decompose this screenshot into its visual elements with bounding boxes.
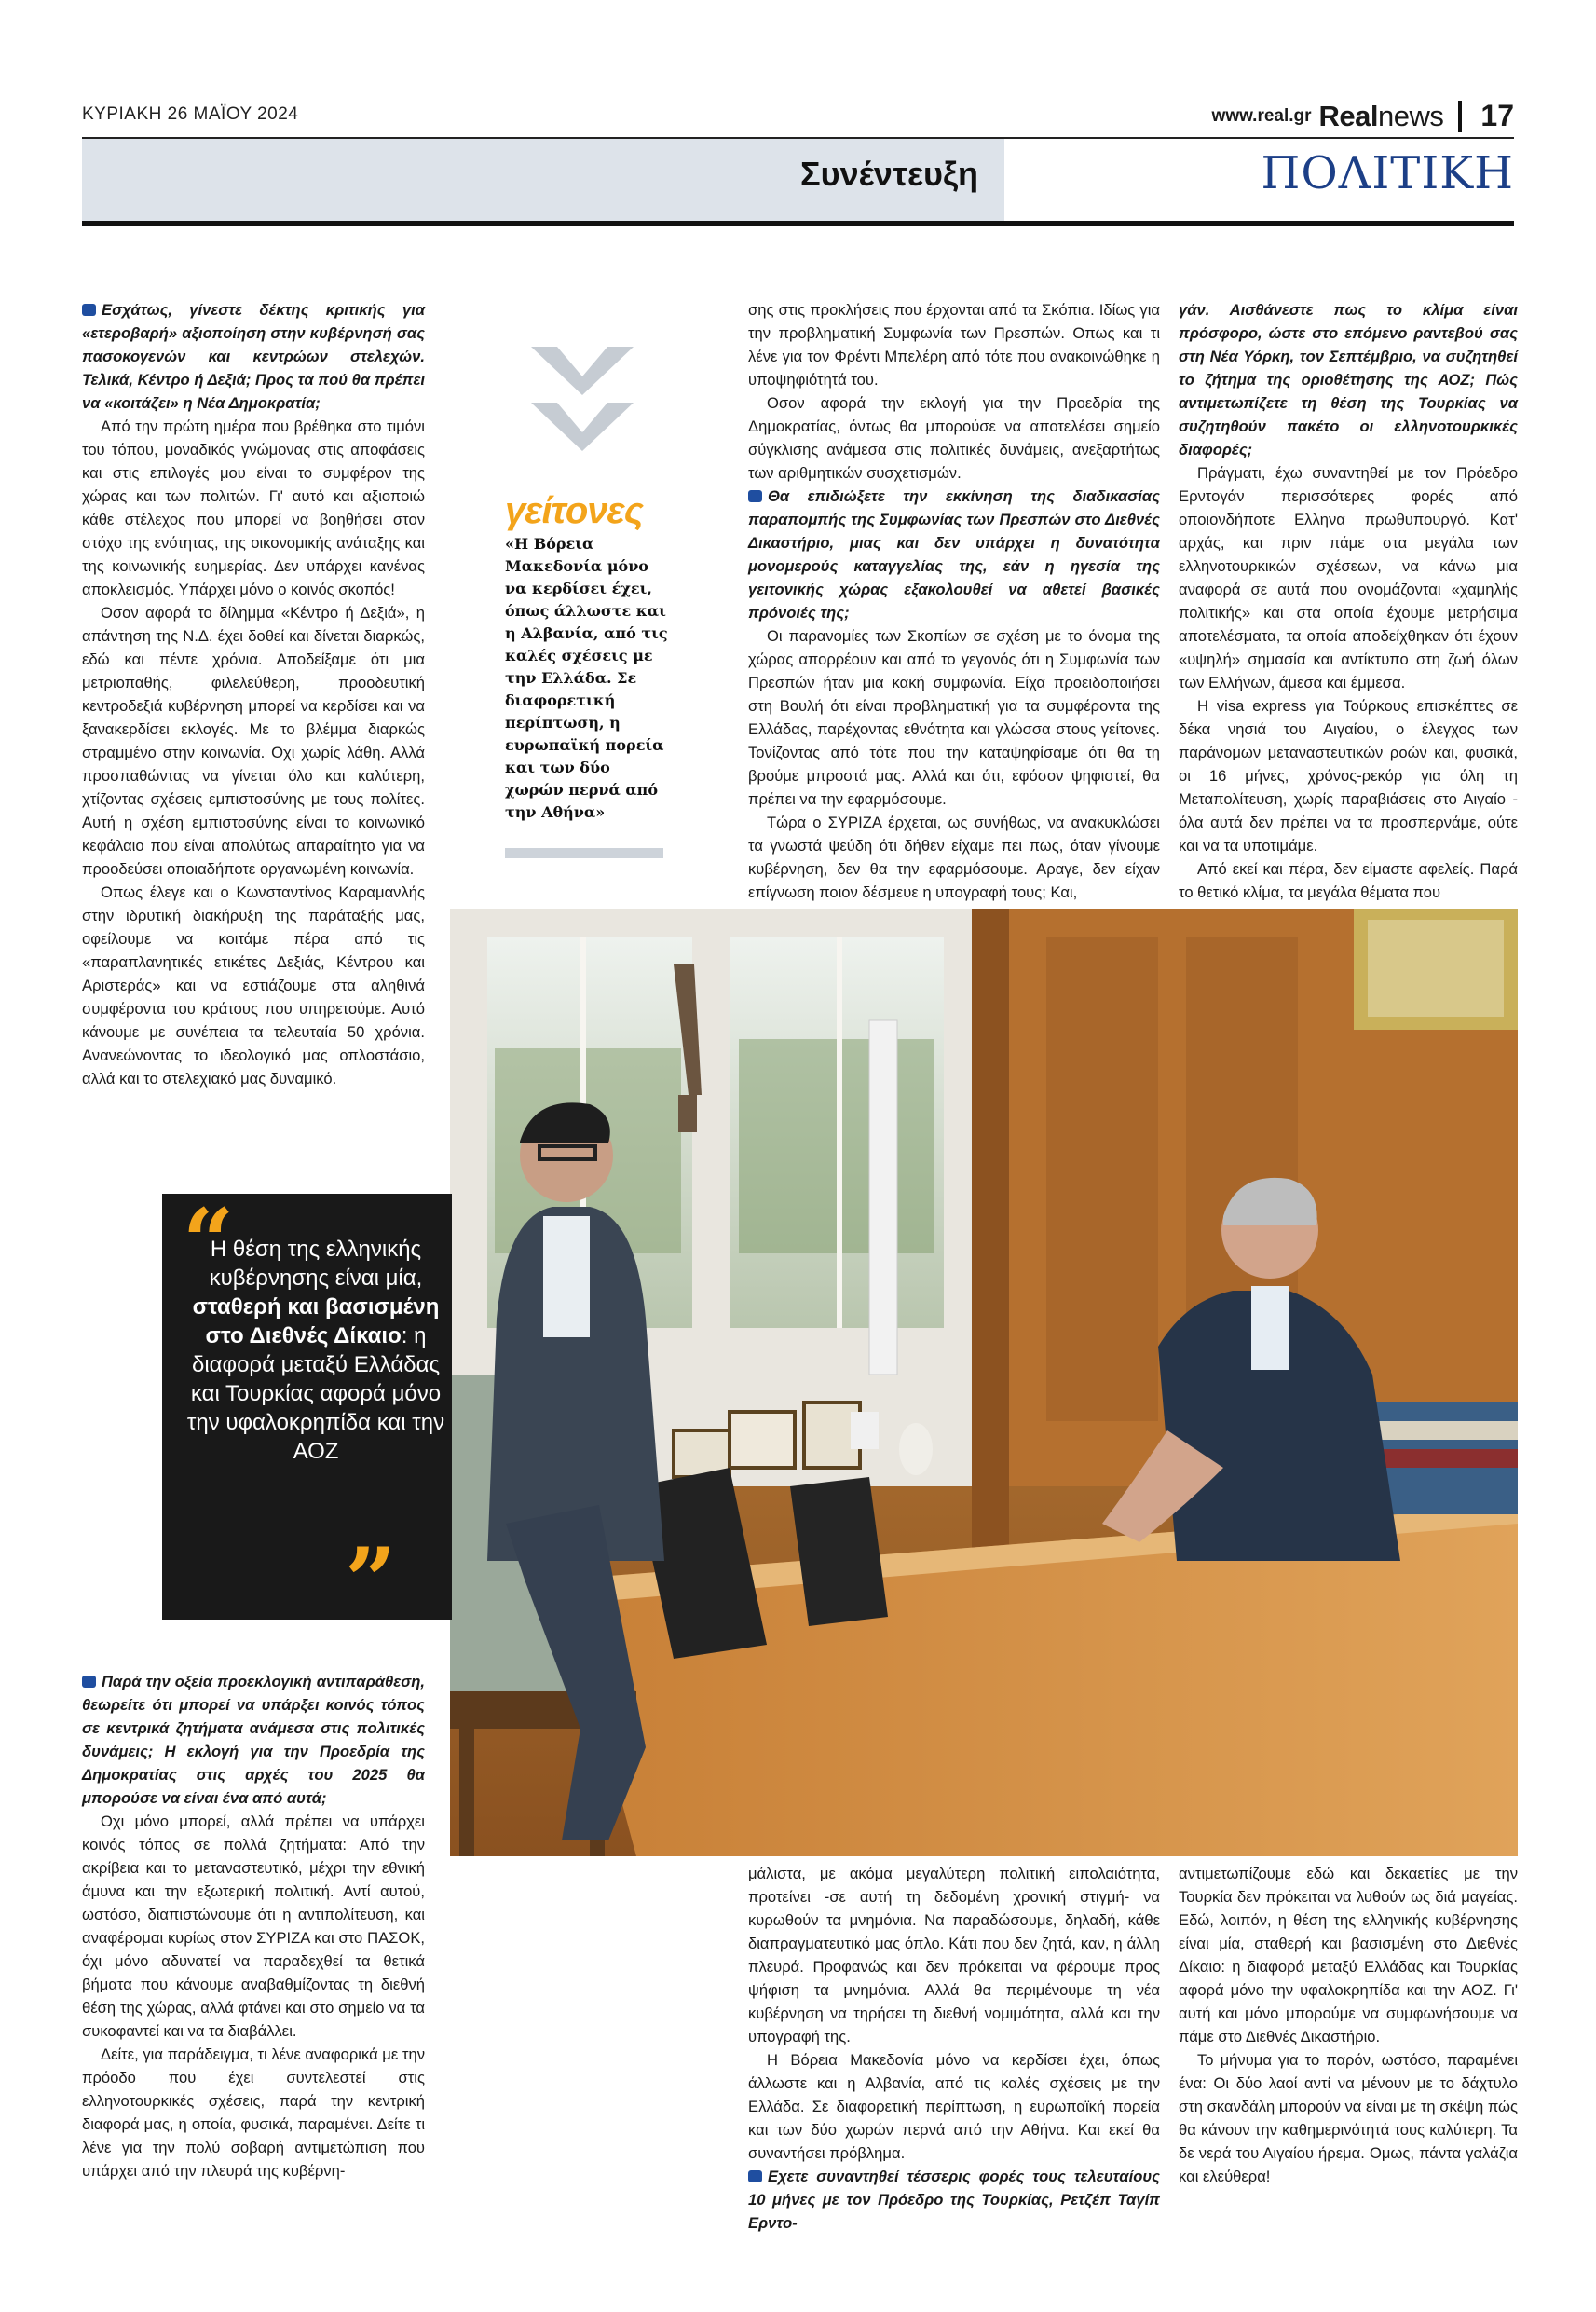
question-5 [748, 2165, 1160, 2235]
answer-paragraph: μάλιστα, με ακόμα μεγαλύτερη πολιτική ειπολαιότητα, προτείνει -σε αυτή τη δεδομένη χρονική στιγμή- να κυρωθούν τα μνημόνια. Να παραδώσουμε, δηλαδή, κάθε διαπραγματευτικό μας όπλο. Κάτι που δεν ζητά, καν, η άλλη πλευρά. Προφανώς και δεν πρόκειται να φέρουμε προς ψήφιση τα μνημόνια. Αλλά θα περιμένουμε τη νέα κυβέρνηση να τηρήσει τη διεθνή νομιμότητα, αλλά και την υπογραφή της. [748, 1865, 1160, 2045]
answer-paragraph: Τώρα ο ΣΥΡΙΖΑ έρχεται, ως συνήθως, να ανακυκλώσει τα γνωστά ψεύδη ότι δήθεν είχαμε πει πως, όταν γίνουμε κυβέρνηση, δεν θα την εφαρμόσουμε. Αραγε, δεν είχαν επίγνωση ποιον δέσμευε η υπογραφή τους; Και, [748, 814, 1160, 901]
question-bullet-icon [82, 304, 96, 316]
question-3: γάν. Αισθάνεστε πως το κλίμα είναι πρόσφορο, ώστε στο επόμενο ραντεβού σας στη Νέα Υόρκη, τον Σεπτέμβριο, να συζητηθεί το ζήτημα της οριοθέτησης της ΑΟΖ; Πώς αντιμετωπίζετε τη θέση της Τουρκίας να συζητηθούν πακέτο οι ελληνοτουρκικές διαφορές; [1179, 301, 1518, 458]
interview-photo [450, 909, 1518, 1856]
section-rule [82, 221, 1514, 226]
answer-paragraph: Πράγματι, έχω συναντηθεί με τον Πρόεδρο Ερντογάν περισσότερες φορές από οποιονδήποτε Ελληνα πρωθυπουργό. Κατ' αρχάς, και πριν πάμε στα μεγάλα των ελληνοτουρκικών σχέσεων, να κάνω μια αναφορά σε αυτά που ονομάζονται «χαμηλής πολιτικής» και στα οποία έχουμε μετρήσιμα αποτελέσματα, τα οποία αποδείχθηκαν ότι έχουν «υψηλή» σημασία και αντίκτυπο στη ζωή όλων των Ελλήνων, άμεσα και έμμεσα. [1179, 464, 1518, 691]
answer-paragraph: Δείτε, για παράδειγμα, τι λένε αναφορικά με την πρόοδο που έχει συντελεστεί στις ελληνοτουρκικές σχέσεις, παρά την κεντρική διαφορά μας, η οποία, φυσικά, παραμένει. Δείτε τι λένε για την πολύ σοβαρή αντιμετώπιση που υπάρχει από την πλευρά της κυβέρνη- [82, 2045, 425, 2180]
answer-paragraph: Οσον αφορά το δίλημμα «Κέντρο ή Δεξιά», η απάντηση της Ν.Δ. έχει δοθεί και δίνεται διαρκώς, εδώ και πέντε χρόνια. Αποδείξαμε ότι μια μετριοπαθής, φιλελεύθερη, προοδευτική κεντροδεξιά κυβέρνηση μπορεί να κερδίσει και να ξανακερδίσει εκλογές. Με το βλέμμα διαρκώς στραμμένο στην κοινωνία. Οχι χωρίς λάθη. Αλλά προσπαθώντας να γίνεται όλο και καλύτερη, χτίζοντας σχέσεις εμπιστοσύνης με τους πολίτες. Αυτή η σχέση εμπιστοσύνης είναι το κοινωνικό κεφάλαιο που είναι απολύτως απαραίτητο για να προοδεύσει οποιαδήποτε οργανωμένη κοινωνία. [82, 604, 425, 878]
question-bullet-icon [748, 490, 762, 502]
masthead-right [1212, 99, 1514, 133]
question-5-text: Εχετε συναντηθεί τέσσερις φορές τους τελευταίους 10 μήνες με τον Πρόεδρο της Τουρκίας, Ρετζέπ Ταγίπ Ερντο- [748, 2168, 1160, 2232]
sidebar-bar [505, 848, 663, 858]
issue-date: ΚΥΡΙΑΚΗ 26 ΜΑΪΟΥ 2024 [82, 104, 299, 124]
sidebar-quote: «Η Βόρεια Μακεδονία μόνο να κερδίσει έχει, όπως άλλωστε και η Αλβανία, από τις καλές σχέσεις με την Ελλάδα. Σε διαφορετική περίπτωση, η ευρωπαϊκή πορεία και των δύο χωρών περνά από την Αθήνα» [505, 535, 668, 821]
sidebar-keyword: γείτονες [505, 490, 643, 531]
text-column-1 [82, 298, 425, 1090]
brand-logo [1319, 100, 1444, 133]
open-quote-icon: “ [183, 1189, 235, 1294]
answer-paragraph: Οσον αφορά την εκλογή για την Προεδρία της Δημοκρατίας, όντως θα μπορούσε να αποτελέσει σημείο σύγκλισης ανάμεσα στις πολιτικές δυνάμεις, ανεξαρτήτως των αριθμητικών συσχετισμών. [748, 394, 1160, 482]
chevron-down-icon [531, 403, 634, 451]
pull-quote-pre: Η θέση της ελληνικής κυβέρνησης είναι μία, [209, 1237, 423, 1291]
pull-quote-text [181, 1235, 451, 1466]
answer-paragraph: Από εκεί και πέρα, δεν είμαστε αφελείς. Παρά το θετικό κλίμα, τα μεγάλα θέματα που [1179, 860, 1518, 901]
brand-bold: Real [1318, 99, 1379, 132]
question-4-text: Παρά την οξεία προεκλογική αντιπαράθεση, θεωρείτε ότι μπορεί να υπάρξει κοινός τόπος σε κεντρικά ζητήματα ανάμεσα στις πολιτικές δυνάμεις; Η εκλογή για την Προεδρία της Δημοκρατίας στις αρχές του 2025 θα μπορούσε να είναι ένα από αυτά; [82, 1673, 425, 1807]
question-bullet-icon [748, 2170, 762, 2182]
pull-quote-box [162, 1189, 452, 1634]
text-column-4 [82, 1670, 425, 2182]
answer-paragraph: Το μήνυμα για το παρόν, ωστόσο, παραμένει ένα: Οι δύο λαοί αντί να μένουν με το δάχτυλο στη σκανδάλη μπορούν να είναι με τη σκέψη πώς θα κάνουν την καθημερινότητά τους καλύτερη. Τα δε νερά του Αιγαίου ήρεμα. Ομως, πάντα γαλάζια και ελεύθερα! [1179, 2051, 1518, 2185]
section-category: ΠΟΛΙΤΙΚΗ [1261, 147, 1514, 199]
question-2-text: Θα επιδιώξετε την εκκίνηση της διαδικασίας παραπομπής της Συμφωνίας των Πρεσπών στο Διεθνές Δικαστήριο, μιας και δεν υπάρχει η δυνατότητα μονομερούς καταγγελίας της, εάν η ηγεσία της γειτονικής χώρας εξακολουθεί να αθετεί βασικές πρόνοιές της; [748, 487, 1160, 622]
question-1 [82, 298, 425, 415]
answer-paragraph: Οχι μόνο μπορεί, αλλά πρέπει να υπάρχει κοινός τόπος σε πολλά ζητήματα: Από την ακρίβεια και το μεταναστευτικό, μέχρι την εθνική άμυνα και την εξωτερική πολιτική. Αντί αυτού, ωστόσο, διαπιστώνουμε ότι η αντιπολίτευση, και αναφέρομαι κυρίως στον ΣΥΡΙΖΑ και στο ΠΑΣΟΚ, όχι μόνο αδυνατεί να παραδεχθεί τα θετικά βήματα που κάνουμε αναβαθμίζοντας τη διεθνή θέση της χώρας, αλλά φτάνει και στο σημείο να τα συκοφαντεί και να τα διαβάλλει. [82, 1813, 425, 2040]
close-quote-icon: ” [345, 1528, 397, 1634]
text-column-6 [1179, 1862, 1518, 2188]
answer-paragraph: Οι παρανομίες των Σκοπίων σε σχέση με το όνομα της χώρας απορρέουν και από το γεγονός ότι η Συμφωνία των Πρεσπών ήταν μια κακή συμφωνία. Είχα προειδοποιήσει στη Βουλή ότι είναι προβληματική για τα συμφέροντα της Ελλάδας, παρέχοντας εθνότητα και γλώσσα στους γείτονες. Τονίζοντας από τότε που την καταψηφίσαμε ότι θα τη βρούμε μπροστά μας. Αλλά και ότι, εφόσον ψηφιστεί, θα πρέπει να την εφαρμόσουμε. [748, 627, 1160, 808]
text-column-2 [748, 298, 1160, 904]
answer-paragraph: Η visa express για Τούρκους επισκέπτες σε δέκα νησιά του Αιγαίου, ο έλεγχος των παράνομων μεταναστευτικών ροών και, φυσικά, οι 16 μήνες, χρόνος-ρεκόρ για όλη τη Μεταπολίτευση, χωρίς παραβιάσεις στο Αιγαίο - όλα αυτά δεν πρέπει να τα προσπερνάμε, ούτε και να τα υποτιμάμε. [1179, 697, 1518, 855]
question-2 [748, 485, 1160, 624]
office-scene-illustration [450, 909, 1518, 1856]
answer-paragraph: Η Βόρεια Μακεδονία μόνο να κερδίσει έχει, όπως άλλωστε και η Αλβανία, από τις καλές σχέσεις με την Ελλάδα. Σε διαφορετική περίπτωση, η ευρωπαϊκή πορεία και των δύο χωρών περνά από την Αθήνα. Και εκεί θα συναντήσει πρόβλημα. [748, 2051, 1160, 2162]
answer-paragraph: σης στις προκλήσεις που έρχονται από τα Σκόπια. Ιδίως για την προβληματική Συμφωνία των Πρεσπών. Οπως και τι λένε για τον Φρέντι Μπελέρη από τότε που ανακοινώθηκε η υποψηφιότητά του. [748, 301, 1160, 389]
chevron-down-icon [531, 347, 634, 395]
answer-paragraph: αντιμετωπίζουμε εδώ και δεκαετίες με την Τουρκία δεν πρόκειται να λυθούν ως διά μαγείας. Εδώ, λοιπόν, η θέση της ελληνικής κυβέρνησης είναι μία, σταθερή και βασισμένη στο Διεθνές Δίκαιο: η διαφορά μεταξύ Ελλάδας και Τουρκίας αφορά μόνο την υφαλοκρηπίδα και την ΑΟΖ. Γι' αυτή και μόνο μπορούμε να συμφωνήσουμε να πάμε στο Διεθνές Δικαστήριο. [1179, 1865, 1518, 2045]
section-title: Συνέντευξη [800, 155, 978, 193]
answer-paragraph: Από την πρώτη ημέρα που βρέθηκα στο τιμόνι του τόπου, μοναδικός γνώμονας στις αποφάσεις και στις επιλογές μου είναι το συμφέρον της χώρας και των πολιτών. Γι' αυτό και αξιοποιώ κάθε στέλεχος που μπορεί να βοηθήσει στον στόχο της ενότητας, της οικονομικής ανάταξης και της κοινωνικής ευημερίας. Δεν υπάρχει κανένας αποκλεισμός. Υπάρχει μόνο ο κοινός σκοπός! [82, 417, 425, 598]
text-column-5 [748, 1862, 1160, 2235]
page-number: 17 [1480, 99, 1514, 132]
question-1-text: Εσχάτως, γίνεστε δέκτης κριτικής για «ετεροβαρή» αξιοποίηση στην κυβέρνησή σας πασοκογενών και κεντρώων στελεχών. Τελικά, Κέντρο ή Δεξιά; Προς τα πού θα πρέπει να «κοιτάζει» η Νέα Δημοκρατία; [82, 301, 425, 412]
question-4 [82, 1670, 425, 1810]
answer-paragraph: Οπως έλεγε και ο Κωνσταντίνος Καραμανλής στην ιδρυτική διακήρυξη της παράταξής μας, οφείλουμε να κοιτάμε πέρα από τις «παραπλανητικές ετικέτες Δεξιάς, Κέντρου και Αριστεράς» και να εστιάζουμε στα αληθινά συμφέροντα του κράτους που υπηρετούμε. Αυτό κάνουμε με συνέπεια τα τελευταία 50 χρόνια. Ανανεώνοντας το ιδεολογικό μας οπλοστάσιο, αλλά και το στελεχιακό μας δυναμικό. [82, 883, 425, 1088]
brand-thin: news [1378, 99, 1444, 132]
pull-quote-bold: σταθερή και βασισμένη στο Διεθνές Δίκαιο [192, 1294, 440, 1348]
site-url: www.real.gr [1211, 105, 1312, 126]
masthead-separator [1458, 101, 1462, 132]
pull-quote-post: : η διαφορά μεταξύ Ελλάδας και Τουρκίας αφορά μόνο την υφαλοκρηπίδα και την ΑΟΖ [186, 1323, 445, 1464]
text-column-3 [1179, 298, 1518, 904]
question-bullet-icon [82, 1676, 96, 1688]
